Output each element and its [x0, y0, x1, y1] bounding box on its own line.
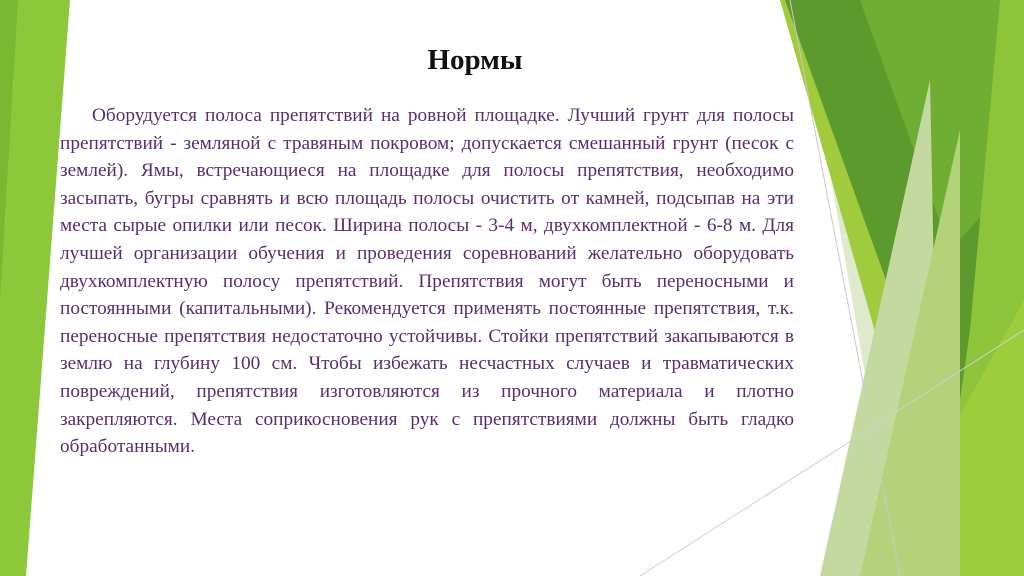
slide-title: Нормы [427, 44, 523, 76]
slide-body-text: Оборудуется полоса препятствий на ровной площадке. Лучший грунт для полосы препятствий - земляной с травяным покровом; допускается смешанный грунт (песок с землей). Ямы, встречающиеся на площадке для полосы препятствия, необходимо засыпать, бугры сравнять и всю площадь полосы очистить от камней, подсыпав на эти места сырые опилки или песок. Ширина полосы - 3-4 м, двухкомплектной - 6-8 м. Для лучшей организации обучения и проведения соревнований желательно оборудовать двухкомплектную полосу препятствий. Препятствия могут быть переносными и постоянными (капитальными). Рекомендуется применять постоянные препятствия, т.к. переносные препятствия недостаточно устойчивы. Стойки препятствий закапываются в землю на глубину 100 см. Чтобы избежать несчастных случаев и травматических повреждений, препятствия изготовляются из прочного материала и плотно закрепляются. Места соприкосновения рук с препятствиями должны быть гладко обработанными. [60, 105, 794, 458]
